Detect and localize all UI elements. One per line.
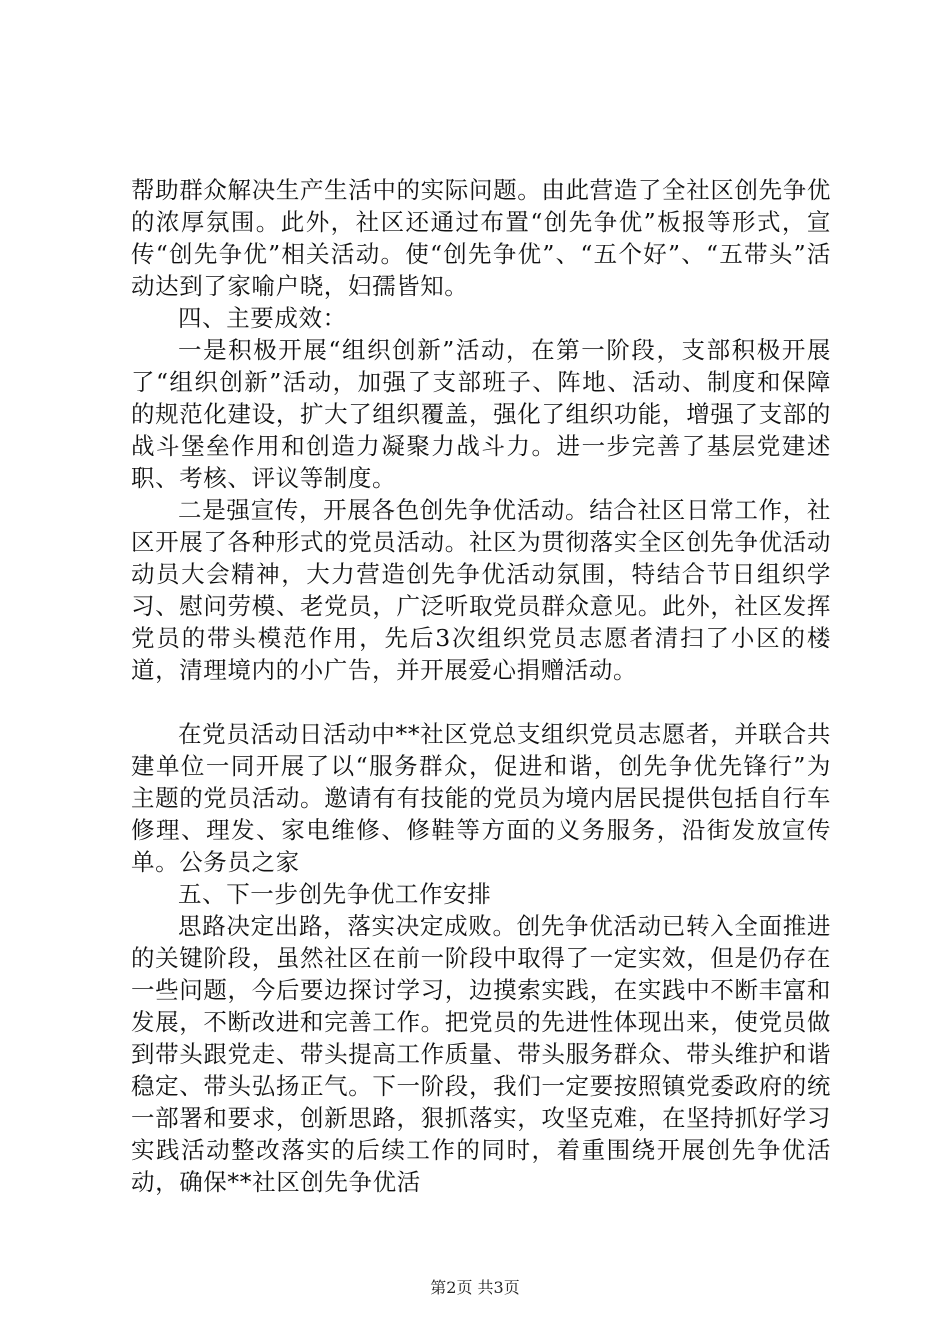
paragraph-gap — [131, 686, 831, 718]
heading-main-results: 四、主要成效： — [178, 304, 347, 332]
paragraph-organization-innovation: 一是积极开展“组织创新”活动，在第一阶段，支部积极开展了“组织创新”活动，加强了支部班子、阵地、活动、制度和保障的规范化建设，扩大了组织覆盖，强化了组织功能，增强了支部的战斗堡垒作用和创造力凝聚力战斗力。进一步完善了基层党建述职、考核、评议等制度。 — [131, 336, 831, 492]
heading-next-steps: 五、下一步创先争优工作安排 — [178, 880, 492, 908]
page-number-footer: 第2页 共3页 — [430, 1278, 520, 1297]
paragraph-continuation: 帮助群众解决生产生活中的实际问题。由此营造了全社区创先争优的浓厚氛围。此外，社区还通过布置“创先争优”板报等形式，宣传“创先争优”相关活动。使“创先争优”、“五个好”、“五带头”活动达到了家喻户晓，妇孺皆知。 — [131, 176, 831, 300]
paragraph-party-member-day: 在党员活动日活动中**社区党总支组织党员志愿者，并联合共建单位一同开展了以“服务群众，促进和谐，创先争优先锋行”为主题的党员活动。邀请有有技能的党员为境内居民提供包括自行车修理、理发、家电维修、修鞋等方面的义务服务，沿街发放宣传单。公务员之家 — [131, 720, 831, 876]
paragraph-next-steps-detail: 思路决定出路，落实决定成败。创先争优活动已转入全面推进的关键阶段，虽然社区在前一阶段中取得了一定实效，但是仍存在一些问题，今后要边探讨学习，边摸索实践，在实践中不断丰富和发展，不断改进和完善工作。把党员的先进性体现出来，使党员做到带头跟党走、带头提高工作质量、带头服务群众、带头维护和谐稳定、带头弘扬正气。下一阶段，我们一定要按照镇党委政府的统一部署和要求，创新思路，狠抓落实，攻坚克难，在坚持抓好学习实践活动整改落实的后续工作的同时，着重围绕开展创先争优活动，确保**社区创先争优活 — [131, 912, 831, 1196]
paragraph-publicity-activities: 二是强宣传，开展各色创先争优活动。结合社区日常工作，社区开展了各种形式的党员活动。社区为贯彻落实全区创先争优活动动员大会精神，大力营造创先争优活动氛围，特结合节日组织学习、慰问劳模、老党员，广泛听取党员群众意见。此外，社区发挥党员的带头模范作用，先后3次组织党员志愿者清扫了小区的楼道，清理境内的小广告，并开展爱心捐赠活动。 — [131, 496, 831, 684]
document-body — [131, 174, 831, 1198]
